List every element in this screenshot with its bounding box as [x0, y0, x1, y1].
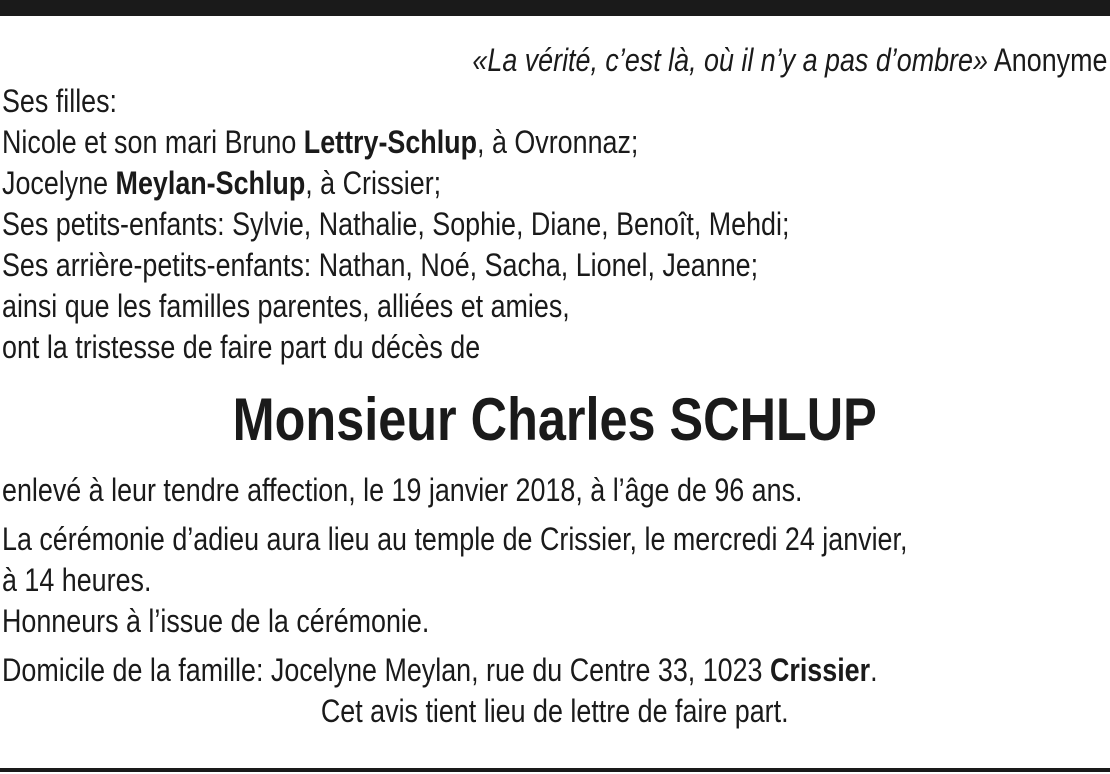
deceased-name: Monsieur Charles SCHLUP: [232, 386, 877, 453]
domicile-address: Domicile de la famille: Jocelyne Meylan, rue du Centre 33, 1023: [2, 652, 770, 688]
family-line-prefix: Nicole et son mari Bruno: [2, 124, 304, 160]
bottom-rule: [0, 768, 1110, 772]
family-place: , à Ovronnaz;: [477, 124, 639, 160]
family-line-nicole: [2, 122, 1107, 163]
announcement-line: ont la tristesse de faire part du décès de: [2, 329, 481, 365]
honours-line: Honneurs à l’issue de la cérémonie.: [2, 603, 430, 639]
domicile-end: .: [870, 652, 878, 688]
domicile-line: [2, 650, 1107, 691]
top-rule: [0, 0, 1110, 16]
family-surname: Meylan-Schlup: [115, 165, 306, 201]
grandchildren-line: Ses petits-enfants: Sylvie, Nathalie, Sophie, Diane, Benoît, Mehdi;: [2, 206, 790, 242]
ceremony-line-2: à 14 heures.: [2, 562, 152, 598]
relatives-line: ainsi que les familles parentes, alliées et amies,: [2, 288, 570, 324]
daughters-heading: Ses filles:: [2, 83, 118, 119]
ceremony-line-1: La cérémonie d’adieu aura lieu au temple de Crissier, le mercredi 24 janvier,: [2, 521, 908, 557]
passing-line: enlevé à leur tendre affection, le 19 janvier 2018, à l’âge de 96 ans.: [2, 472, 803, 508]
family-place: , à Crissier;: [305, 165, 442, 201]
great-grandchildren-line: Ses arrière-petits-enfants: Nathan, Noé, Sacha, Lionel, Jeanne;: [2, 247, 759, 283]
obituary-notice: [2, 40, 1107, 732]
epigraph-author: Anonyme: [993, 42, 1108, 78]
closing-line: Cet avis tient lieu de lettre de faire part.: [320, 693, 789, 729]
domicile-city: Crissier: [769, 652, 871, 688]
family-line-jocelyne: [2, 163, 1107, 204]
epigraph-quote: «La vérité, c’est là, où il n’y a pas d’ombre»: [472, 42, 988, 78]
epigraph-line: [2, 40, 1107, 81]
family-line-prefix: Jocelyne: [2, 165, 116, 201]
family-surname: Lettry-Schlup: [303, 124, 478, 160]
